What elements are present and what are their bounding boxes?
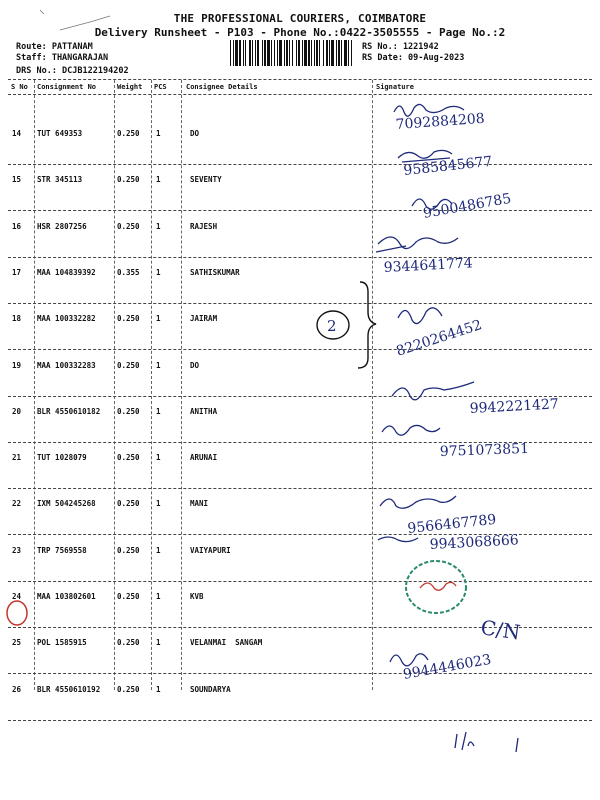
stamp-signature [420,582,456,590]
row-consignee: DO [190,129,200,138]
runsheet-subtitle: Delivery Runsheet - P103 - Phone No.:0422-3505555 - Page No.:2 [94,26,506,39]
row-pcs: 1 [156,638,161,648]
row-consignment: TUT 1028079 [37,453,87,463]
table-row [0,592,600,604]
row-consignee: VAIYAPURI [190,545,231,555]
row-consignee: KVB [190,592,204,601]
handwritten-phone: 9942221427 [469,396,560,417]
row-consignee: ANITHA [190,406,218,416]
header-rule [8,94,592,95]
row-pcs: 1 [156,360,161,370]
row-pcs: 1 [156,267,161,277]
green-stamp [406,561,466,613]
handwritten-phone: 9585845677 [402,153,494,179]
handwritten-phone: 8220264452 [394,317,484,360]
row-separator [8,442,592,443]
circled-count-number: 2 [327,317,337,335]
signature-scribble [392,382,474,400]
drs-label: DRS No.: DCJB122194202 [16,66,129,76]
table-row [0,407,600,419]
col-header-sno: S No [11,83,28,91]
company-title: THE PROFESSIONAL COURIERS, COIMBATORE [173,12,427,25]
signature-scribble [378,537,418,542]
red-circle-mark [7,601,27,625]
col-header-consignment: Consignment No [37,83,97,91]
col-header-consignee: Consignee Details [186,83,258,91]
table-row [0,268,600,280]
row-pcs: 1 [156,129,161,138]
row-weight: 0.250 [117,684,140,694]
signature-scribble [394,104,464,116]
row-consignee: JAIRAM [190,314,218,324]
row-separator [8,673,592,674]
row-weight: 0.250 [117,592,140,601]
row-pcs: 1 [156,684,161,694]
signature-scribble [390,654,428,666]
row-consignment: IXM 504245268 [37,499,96,509]
row-sno: 19 [12,360,22,370]
col-header-signature: Signature [376,83,414,91]
table-row [0,685,600,697]
row-sno: 18 [12,314,22,324]
row-sno: 22 [12,499,22,509]
row-sno: 16 [12,221,22,231]
row-consignment: TRP 7569558 [37,545,87,555]
table-row [0,175,600,187]
table-row [0,499,600,511]
row-sno: 25 [12,638,22,648]
row-weight: 0.250 [117,129,140,138]
row-pcs: 1 [156,314,161,324]
row-sno: 14 [12,129,22,138]
row-weight: 0.250 [117,221,140,231]
row-sno: 15 [12,175,22,185]
row-pcs: 1 [156,545,161,555]
row-separator [8,349,592,350]
row-separator [8,257,592,258]
table-row [0,314,600,326]
rs-no-label: RS No.: 1221942 [362,42,439,52]
row-consignee: ARUNAI [190,453,218,463]
row-separator [8,581,592,582]
cn-mark: C/N [479,615,522,645]
row-separator [8,720,592,721]
row-consignment: MAA 100332283 [37,360,96,370]
row-consignment: MAA 104839392 [37,267,96,277]
row-consignee: DO [190,360,200,370]
row-weight: 0.250 [117,453,140,463]
row-pcs: 1 [156,175,161,185]
row-consignment: POL 1585915 [37,638,87,648]
handwritten-phone: 9751073851 [439,440,530,460]
row-sno: 21 [12,453,22,463]
row-separator [8,488,592,489]
signature-scribble [398,150,452,162]
row-weight: 0.355 [117,267,140,277]
row-consignment: HSR 2807256 [37,221,87,231]
signature-scribble [412,199,452,209]
row-weight: 0.250 [117,175,140,185]
row-separator [8,534,592,535]
row-consignment: BLR 4550610182 [37,406,101,416]
row-pcs: 1 [156,499,161,509]
handwritten-phone: 9566467789 [406,511,498,537]
row-pcs: 1 [156,221,161,231]
row-separator [8,164,592,165]
row-consignee: SOUNDARYA [190,684,231,694]
signature-scribble [382,425,440,435]
handwritten-phone: 9344641774 [383,255,474,276]
row-weight: 0.250 [117,314,140,324]
row-consignment: MAA 103802601 [37,592,96,601]
handwritten-phone: 9943068666 [429,532,520,553]
signature-scribble [376,237,458,252]
row-weight: 0.250 [117,406,140,416]
table-row [0,453,600,465]
handwritten-phone: 9500486785 [421,190,513,222]
row-pcs: 1 [156,592,161,601]
staff-label: Staff: THANGARAJAN [16,53,109,63]
row-weight: 0.250 [117,499,140,509]
row-sno: 20 [12,406,22,416]
col-header-pcs: PCS [154,83,167,91]
row-consignment: TUT 649353 [37,129,83,138]
row-consignee: SEVENTY [190,175,222,185]
row-weight: 0.250 [117,360,140,370]
row-separator [8,396,592,397]
row-consignee: MANI [190,499,209,509]
row-weight: 0.250 [117,545,140,555]
table-row [0,638,600,650]
row-separator [8,627,592,628]
row-sno: 23 [12,545,22,555]
row-pcs: 1 [156,406,161,416]
handwritten-phone: 7092884208 [395,110,486,133]
handwritten-phone: 9944446023 [401,651,493,683]
table-top-rule [8,79,592,80]
row-sno: 17 [12,267,22,277]
row-separator [8,303,592,304]
signature-scribble [455,732,518,752]
row-sno: 24 [12,592,22,601]
table-row [0,546,600,558]
row-weight: 0.250 [117,638,140,648]
col-header-weight: Weight [117,83,143,91]
row-consignee: RAJESH [190,221,218,231]
table-row [0,129,600,141]
row-pcs: 1 [156,453,161,463]
row-consignee: VELANMAI SANGAM [190,638,263,648]
barcode [230,40,354,66]
rs-date-label: RS Date: 09-Aug-2023 [362,53,465,63]
table-row [0,222,600,234]
row-consignment: BLR 4550610192 [37,684,101,694]
row-consignment: STR 345113 [37,175,83,185]
row-consignee: SATHISKUMAR [190,267,240,277]
route-label: Route: PATTANAM [16,42,93,52]
row-separator [8,210,592,211]
row-consignment: MAA 100332282 [37,314,96,324]
table-row [0,361,600,373]
row-sno: 26 [12,684,22,694]
